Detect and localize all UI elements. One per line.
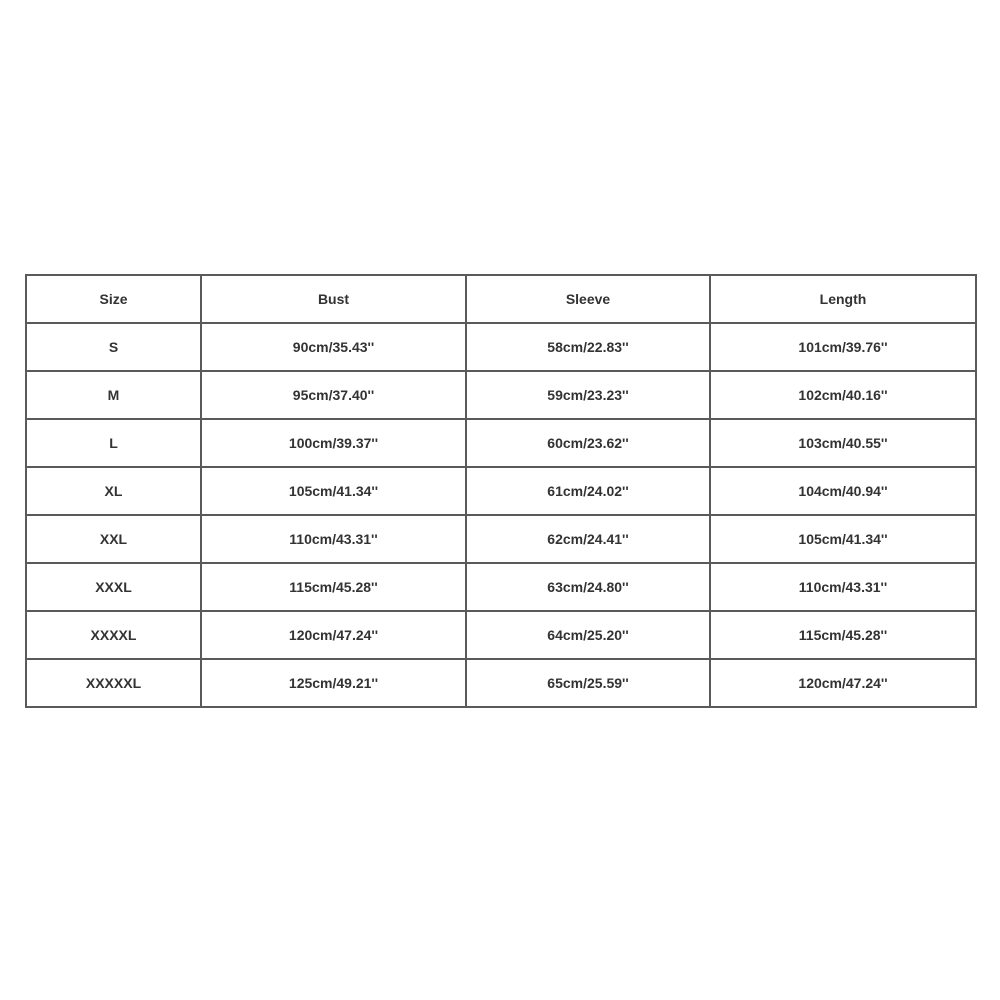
size-cell: XL <box>26 467 201 515</box>
size-cell: XXXL <box>26 563 201 611</box>
size-chart-table <box>25 274 977 708</box>
sleeve-cell: 64cm/25.20'' <box>466 611 710 659</box>
table-row <box>26 371 976 419</box>
sleeve-cell: 59cm/23.23'' <box>466 371 710 419</box>
sleeve-cell: 61cm/24.02'' <box>466 467 710 515</box>
table-row <box>26 563 976 611</box>
header-sleeve: Sleeve <box>466 275 710 323</box>
table-row <box>26 515 976 563</box>
sleeve-cell: 65cm/25.59'' <box>466 659 710 707</box>
header-size: Size <box>26 275 201 323</box>
bust-cell: 115cm/45.28'' <box>201 563 466 611</box>
table-row <box>26 419 976 467</box>
size-cell: S <box>26 323 201 371</box>
bust-cell: 105cm/41.34'' <box>201 467 466 515</box>
length-cell: 104cm/40.94'' <box>710 467 976 515</box>
bust-cell: 90cm/35.43'' <box>201 323 466 371</box>
table-row <box>26 323 976 371</box>
sleeve-cell: 62cm/24.41'' <box>466 515 710 563</box>
size-cell: XXL <box>26 515 201 563</box>
sleeve-cell: 58cm/22.83'' <box>466 323 710 371</box>
bust-cell: 95cm/37.40'' <box>201 371 466 419</box>
size-cell: M <box>26 371 201 419</box>
size-cell: L <box>26 419 201 467</box>
sleeve-cell: 63cm/24.80'' <box>466 563 710 611</box>
header-bust: Bust <box>201 275 466 323</box>
table-row <box>26 467 976 515</box>
length-cell: 102cm/40.16'' <box>710 371 976 419</box>
size-cell: XXXXXL <box>26 659 201 707</box>
length-cell: 105cm/41.34'' <box>710 515 976 563</box>
length-cell: 120cm/47.24'' <box>710 659 976 707</box>
table-row <box>26 611 976 659</box>
length-cell: 103cm/40.55'' <box>710 419 976 467</box>
sleeve-cell: 60cm/23.62'' <box>466 419 710 467</box>
length-cell: 101cm/39.76'' <box>710 323 976 371</box>
length-cell: 115cm/45.28'' <box>710 611 976 659</box>
bust-cell: 125cm/49.21'' <box>201 659 466 707</box>
length-cell: 110cm/43.31'' <box>710 563 976 611</box>
bust-cell: 120cm/47.24'' <box>201 611 466 659</box>
bust-cell: 110cm/43.31'' <box>201 515 466 563</box>
bust-cell: 100cm/39.37'' <box>201 419 466 467</box>
header-length: Length <box>710 275 976 323</box>
header-row <box>26 275 976 323</box>
size-cell: XXXXL <box>26 611 201 659</box>
table-row <box>26 659 976 707</box>
